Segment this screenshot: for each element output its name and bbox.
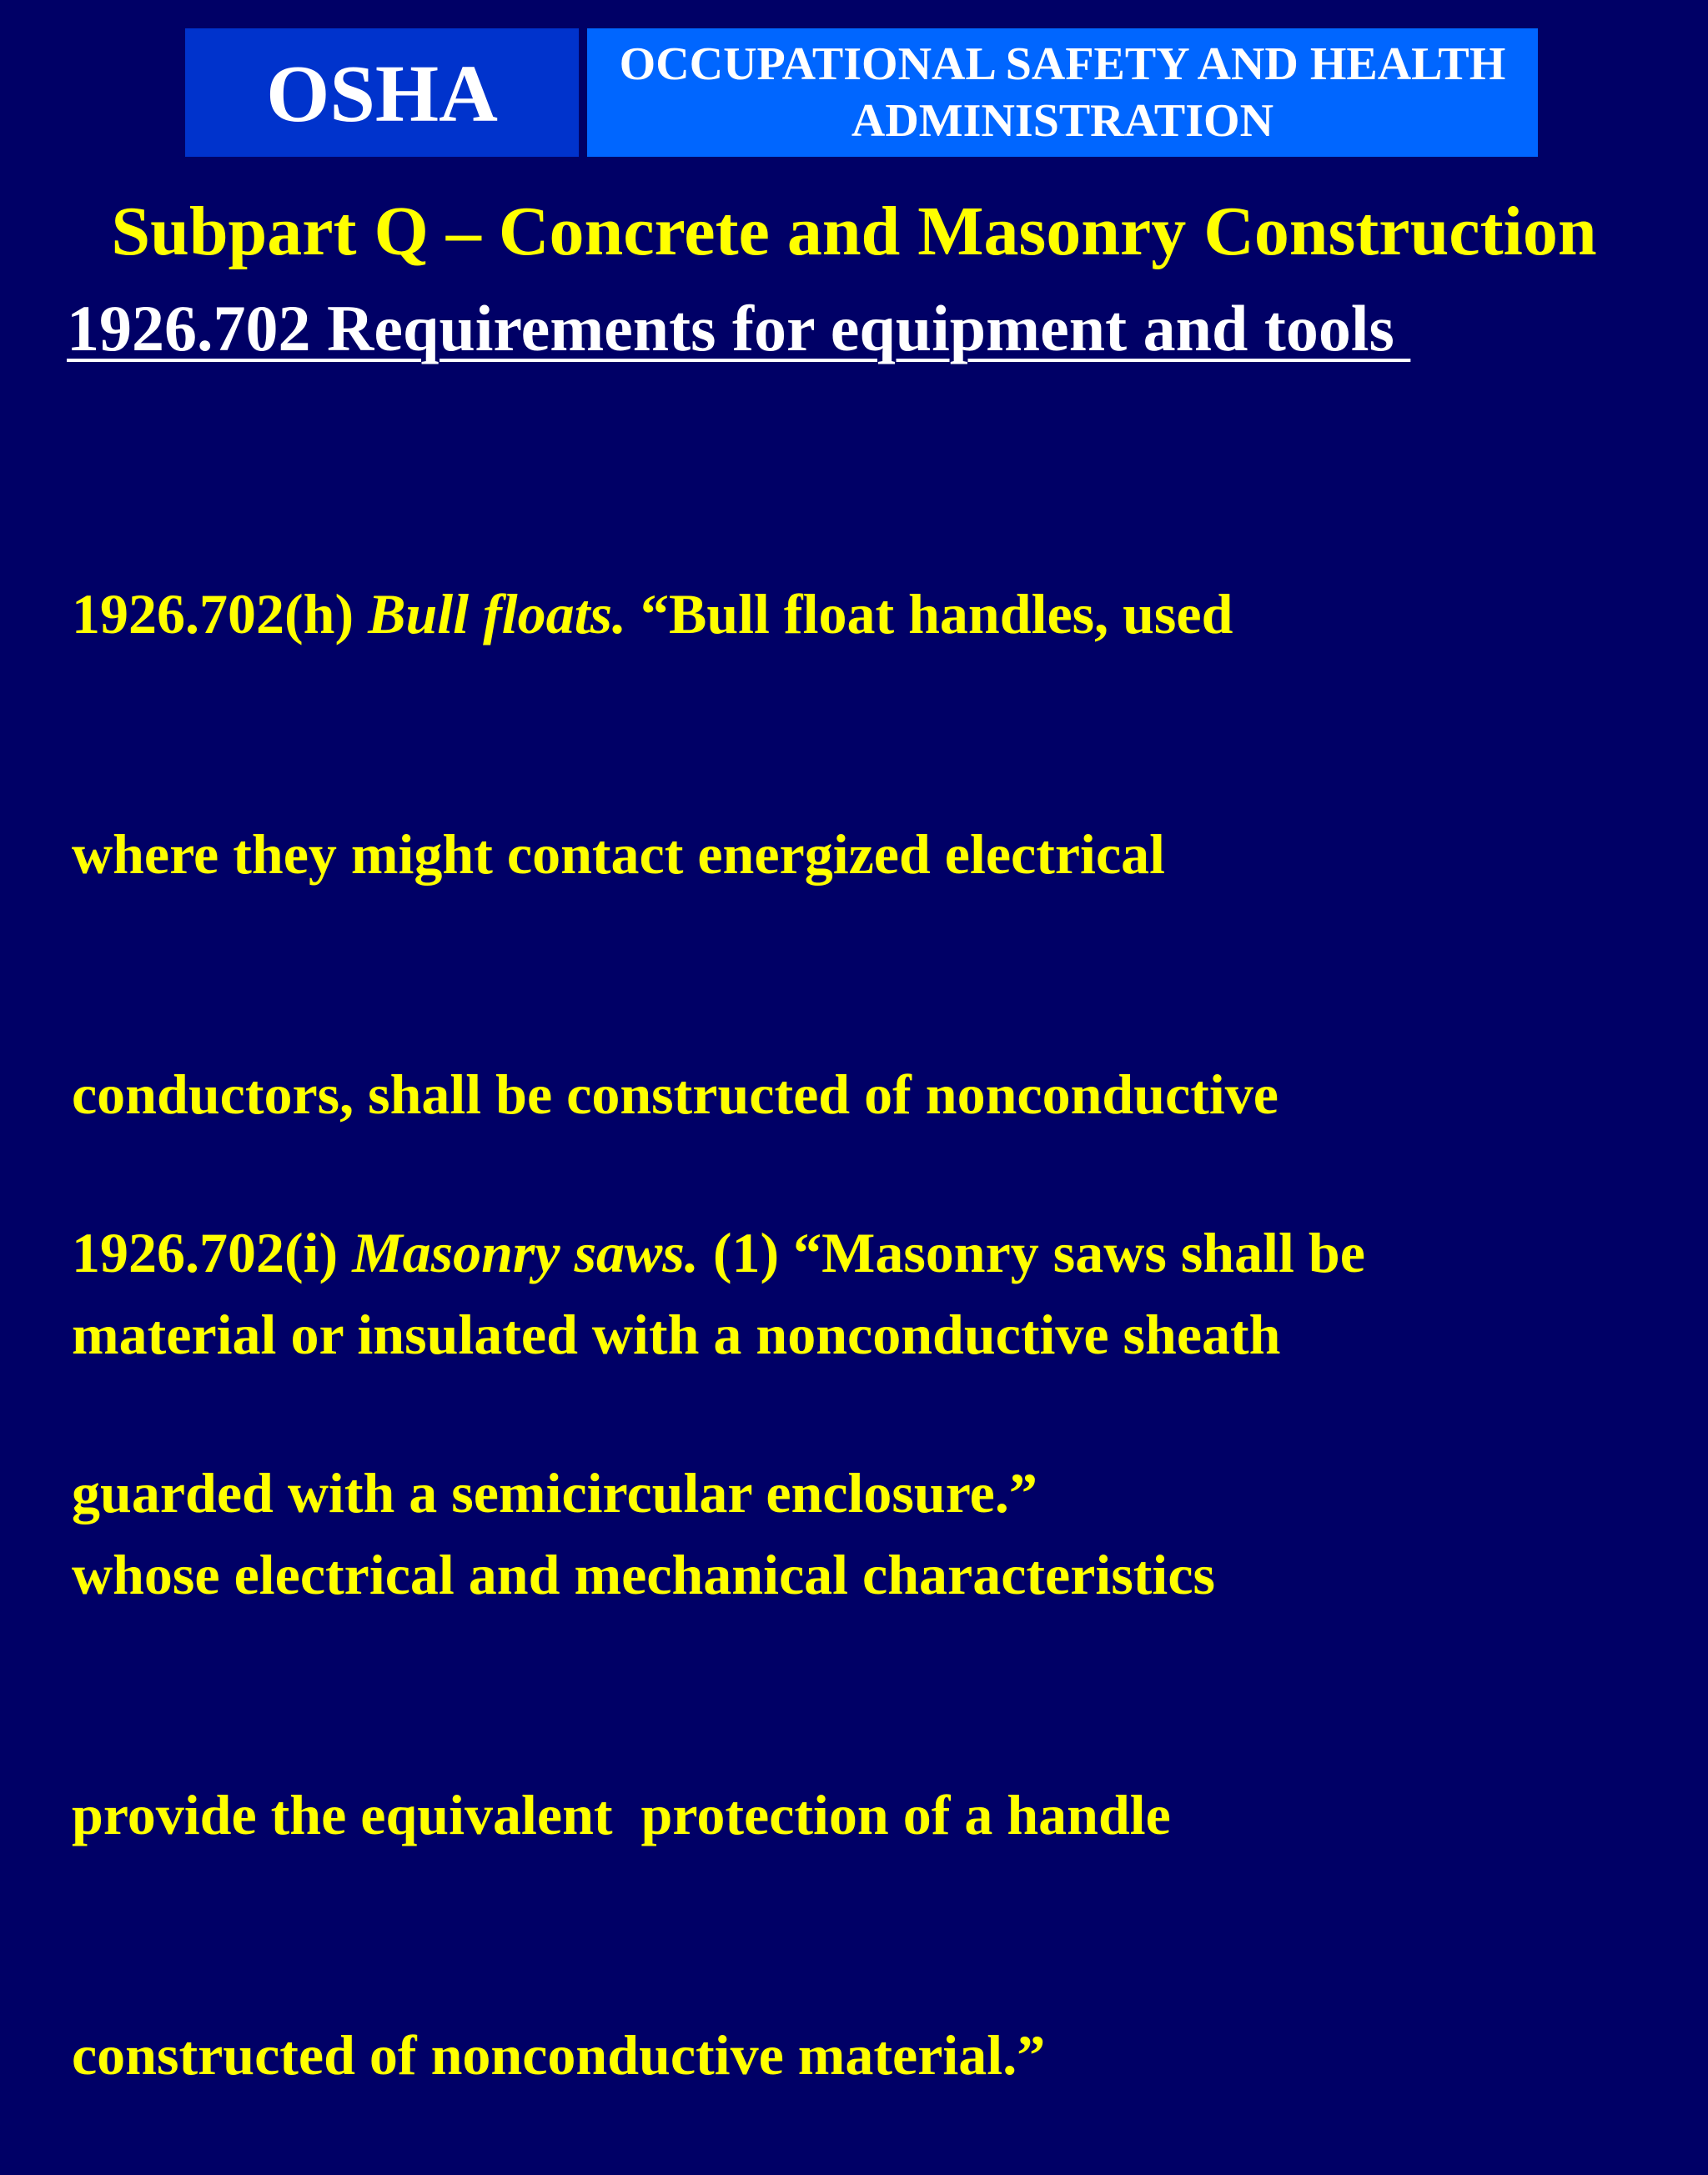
agency-name-line-2: ADMINISTRATION xyxy=(851,95,1274,147)
paragraph-line: whose electrical and mechanical characteristics xyxy=(72,1543,1215,1606)
paragraph-text: “Bull float handles, used xyxy=(625,582,1233,645)
citation: 1926.702(i) xyxy=(72,1221,353,1284)
paragraph-line: where they might contact energized electrical xyxy=(72,822,1166,886)
osha-abbreviation: OSHA xyxy=(266,49,498,139)
paragraph-line xyxy=(72,574,1690,654)
section-title: 1926.702 Requirements for equipment and tools xyxy=(67,292,1411,364)
subsection-heading: Bull floats. xyxy=(368,582,626,645)
paragraph-line: guarded with a semicircular enclosure.” xyxy=(72,1461,1037,1525)
subsection-heading: Masonry saws. xyxy=(352,1221,699,1284)
paragraph-text: (1) “Masonry saws shall be xyxy=(698,1221,1365,1284)
paragraph-line: constructed of nonconductive material.” xyxy=(72,2023,1046,2087)
agency-name-box xyxy=(587,28,1538,157)
paragraph-line: conductors, shall be constructed of nonconductive xyxy=(72,1062,1278,1126)
paragraph-line: provide the equivalent protection of a handle xyxy=(72,1783,1171,1846)
subpart-title: Subpart Q – Concrete and Masonry Construction xyxy=(111,193,1597,270)
citation: 1926.702(h) xyxy=(72,582,369,645)
osha-logo-box xyxy=(185,28,579,157)
paragraph-line: material or insulated with a nonconductive sheath xyxy=(72,1303,1281,1366)
agency-name-line-1: OCCUPATIONAL SAFETY AND HEALTH xyxy=(619,38,1506,90)
paragraph-masonry-saws xyxy=(72,1052,1690,1613)
